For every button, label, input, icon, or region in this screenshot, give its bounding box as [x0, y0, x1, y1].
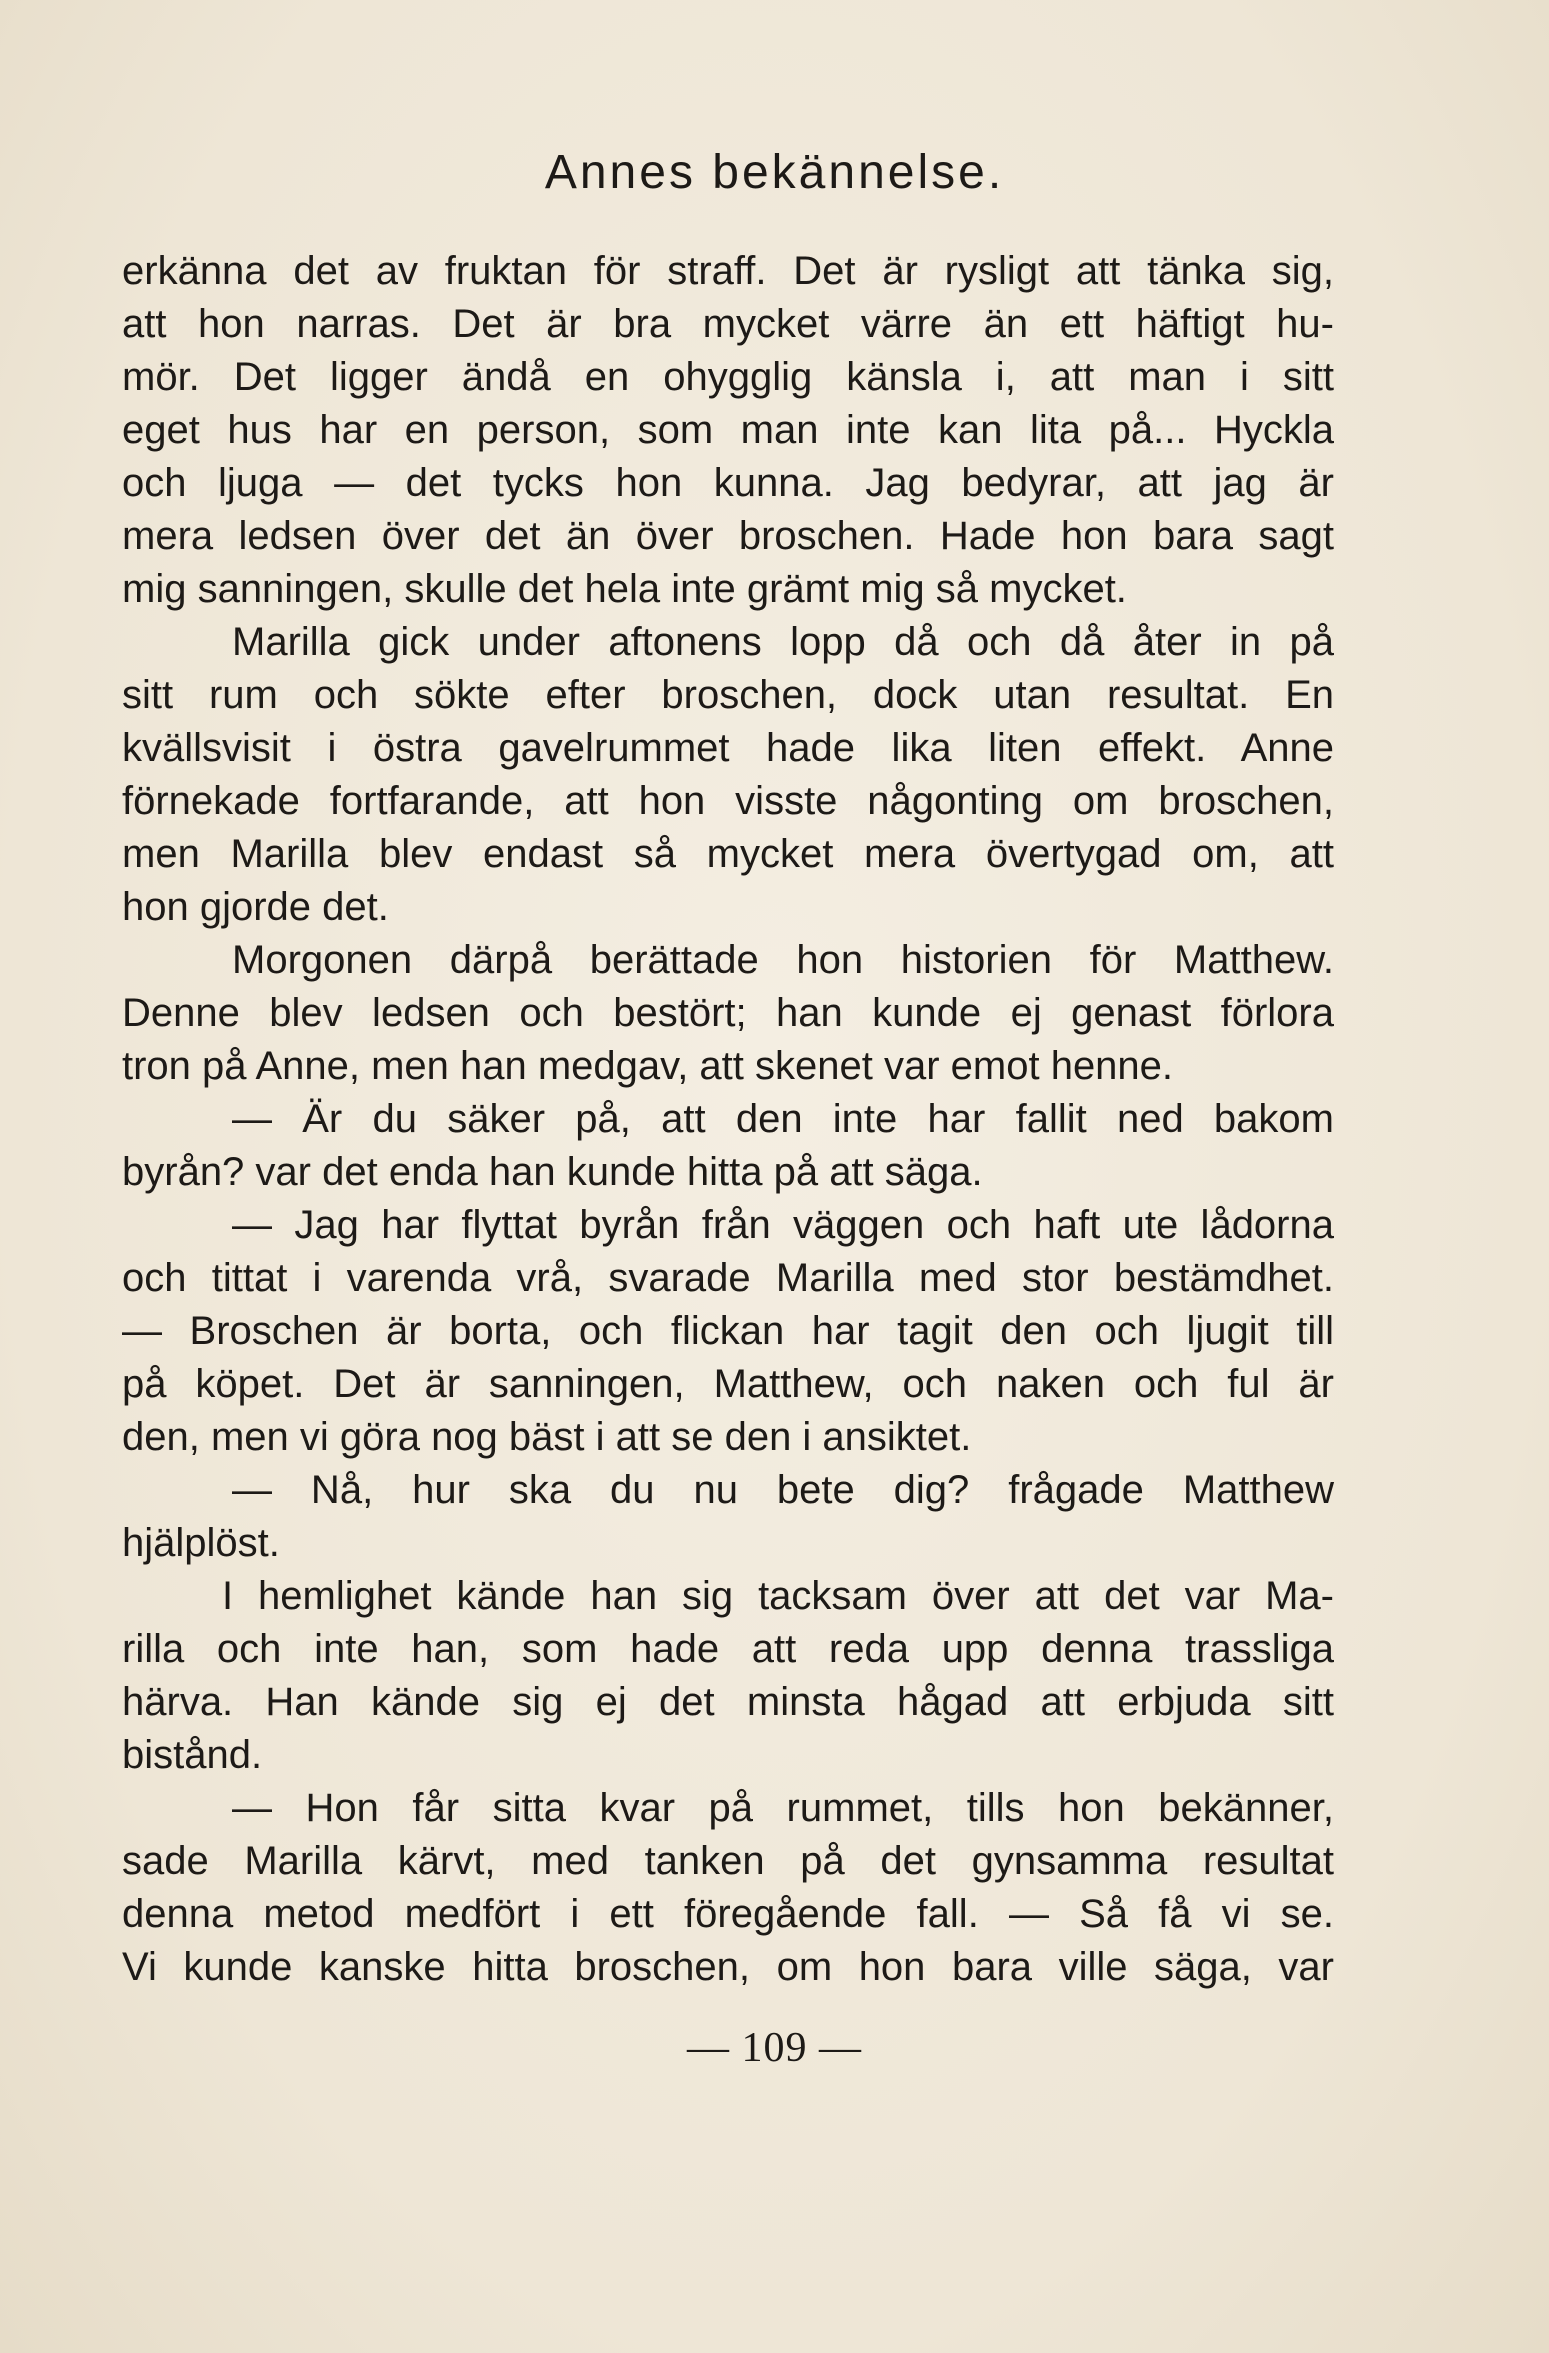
text-line: mera ledsen över det än över broschen. Hade hon bara sagt	[122, 514, 1334, 558]
text-line: — Hon får sitta kvar på rummet, tills hon bekänner,	[232, 1786, 1334, 1830]
text-line: Morgonen därpå berättade hon historien för Matthew.	[232, 938, 1334, 982]
text-line: byrån? var det enda han kunde hitta på att säga.	[122, 1150, 983, 1194]
text-line: den, men vi göra nog bäst i att se den i ansiktet.	[122, 1415, 972, 1459]
text-line: mör. Det ligger ändå en ohygglig känsla i, att man i sitt	[122, 355, 1334, 399]
text-line: Vi kunde kanske hitta broschen, om hon bara ville säga, var	[122, 1945, 1334, 1989]
text-line: och ljuga — det tycks hon kunna. Jag bedyrar, att jag är	[122, 461, 1334, 505]
running-head: Annes bekännelse.	[544, 146, 1005, 199]
text-line: kvällsvisit i östra gavelrummet hade lika liten effekt. Anne	[122, 726, 1334, 770]
text-line: sade Marilla kärvt, med tanken på det gynsamma resultat	[122, 1839, 1334, 1883]
text-line: denna metod medfört i ett föregående fall. — Så få vi se.	[122, 1892, 1334, 1936]
text-line: men Marilla blev endast så mycket mera övertygad om, att	[122, 832, 1334, 876]
text-line: rilla och inte han, som hade att reda upp denna trassliga	[122, 1627, 1334, 1671]
text-line: mig sanningen, skulle det hela inte grämt mig så mycket.	[122, 567, 1127, 611]
text-line: eget hus har en person, som man inte kan lita på... Hyckla	[122, 408, 1334, 452]
text-line: — Broschen är borta, och flickan har tagit den och ljugit till	[122, 1309, 1334, 1353]
text-line: på köpet. Det är sanningen, Matthew, och naken och ful är	[122, 1362, 1334, 1406]
text-line: förnekade fortfarande, att hon visste någonting om broschen,	[122, 779, 1334, 823]
text-line: erkänna det av fruktan för straff. Det är rysligt att tänka sig,	[122, 249, 1334, 293]
text-line: I hemlighet kände han sig tacksam över att det var Ma-	[222, 1574, 1334, 1618]
text-line: tron på Anne, men han medgav, att skenet var emot henne.	[122, 1044, 1174, 1088]
text-line: bistånd.	[122, 1733, 263, 1777]
text-line: Marilla gick under aftonens lopp då och då åter in på	[232, 620, 1334, 664]
text-line: Denne blev ledsen och bestört; han kunde ej genast förlora	[122, 991, 1334, 1035]
text-line: och tittat i varenda vrå, svarade Marilla med stor bestämdhet.	[122, 1256, 1334, 1300]
text-line: — Är du säker på, att den inte har fallit ned bakom	[232, 1097, 1334, 1141]
text-line: hon gjorde det.	[122, 885, 389, 929]
text-line: — Jag har flyttat byrån från väggen och haft ute lådorna	[232, 1203, 1334, 1247]
text-line: sitt rum och sökte efter broschen, dock utan resultat. En	[122, 673, 1334, 717]
page-number: — 109 —	[687, 2025, 862, 2071]
text-line: härva. Han kände sig ej det minsta hågad att erbjuda sitt	[122, 1680, 1334, 1724]
text-line: att hon narras. Det är bra mycket värre än ett häftigt hu-	[122, 302, 1334, 346]
text-line: hjälplöst.	[122, 1521, 280, 1565]
text-line: — Nå, hur ska du nu bete dig? frågade Matthew	[232, 1468, 1334, 1512]
